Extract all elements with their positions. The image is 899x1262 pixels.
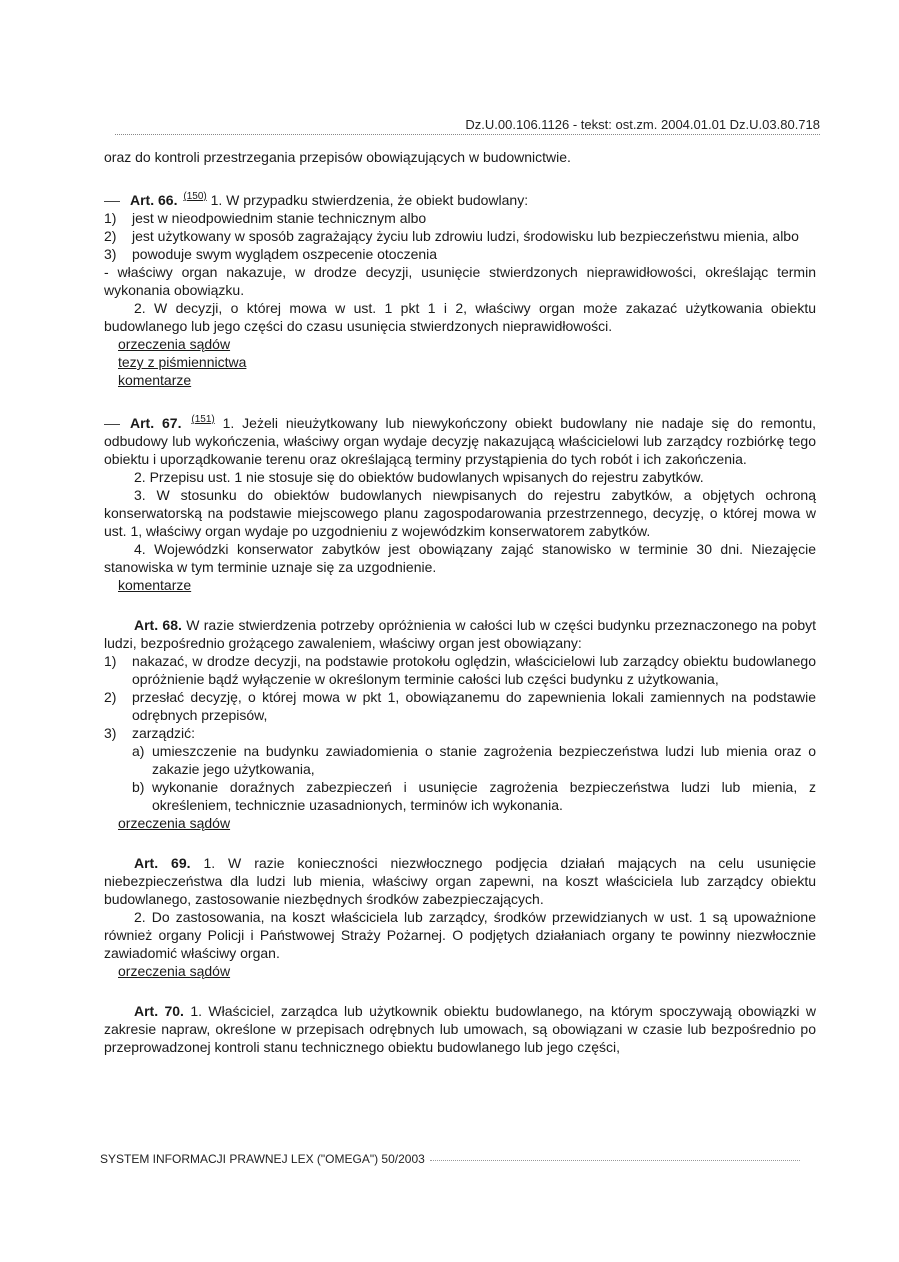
- court-rulings-link[interactable]: orzeczenia sądów: [118, 963, 231, 979]
- list-item: [104, 652, 816, 688]
- list-item: [104, 209, 816, 227]
- list-item-number: 2): [104, 689, 117, 705]
- article-69: [104, 854, 816, 980]
- article-67-label: Art. 67.: [130, 415, 182, 431]
- article-66-conclusion: - właściwy organ nakazuje, w drodze decyzji, usunięcie stwierdzonych nieprawidłowości, określając termin wykonania obowiązku.: [104, 264, 816, 298]
- intro-text: oraz do kontroli przestrzegania przepisów obowiązujących w budownictwie.: [104, 149, 571, 165]
- sub-list-item-text: umieszczenie na budynku zawiadomienia o stanie zagrożenia bezpieczeństwa ludzi lub mienia oraz o zakazie jego użytkowania,: [152, 743, 816, 777]
- change-marker: [104, 201, 120, 202]
- article-69-paragraph-1: 1. W razie konieczności niezwłocznego podjęcia działań mających na celu usunięcie niebezpieczeństwa dla ludzi lub mienia, właściwy organ zapewni, na koszt właściciela lub zarządcy obiektu budowlanego, zastosowanie niezbędnych środków zabezpieczających.: [104, 855, 817, 907]
- article-68-label: Art. 68.: [134, 617, 182, 633]
- article-69-label: Art. 69.: [134, 855, 191, 871]
- sub-list-item-letter: b): [132, 779, 145, 795]
- list-item-text: jest użytkowany w sposób zagrażający życiu lub zdrowiu ludzi, środowisku lub bezpieczeństwu mienia, albo: [132, 228, 799, 244]
- article-67-paragraph-1: 1. Jeżeli nieużytkowany lub niewykończony obiekt budowlany nie nadaje się do remontu, odbudowy lub wykończenia, właściwy organ wydaje decyzję nakazującą właścicielowi lub zarządcy rozbiórkę tego obiektu i uporządkowanie terenu oraz określającą terminy przystąpienia do tych robót i ich zakończenia.: [104, 415, 816, 467]
- commentaries-link[interactable]: komentarze: [118, 577, 192, 593]
- list-item-text: jest w nieodpowiednim stanie technicznym albo: [132, 210, 427, 226]
- article-67: [104, 411, 816, 594]
- literature-theses-link[interactable]: tezy z piśmiennictwa: [118, 354, 247, 370]
- list-item-text: nakazać, w drodze decyzji, na podstawie protokołu oględzin, właścicielowi lub zarządcy obiektu budowlanego opróżnienie bądź wyłączenie w określonym terminie całości lub części budynku z użytkowania,: [132, 653, 816, 687]
- list-item-number: 2): [104, 228, 117, 244]
- document-body: [104, 148, 816, 1056]
- court-rulings-link[interactable]: orzeczenia sądów: [118, 815, 231, 831]
- court-rulings-link[interactable]: orzeczenia sądów: [118, 336, 231, 352]
- list-item: [104, 688, 816, 724]
- list-item: [104, 245, 816, 263]
- list-item-number: 1): [104, 653, 117, 669]
- list-item-number: 3): [104, 725, 117, 741]
- article-66-paragraph-2: 2. W decyzji, o której mowa w ust. 1 pkt 1 i 2, właściwy organ może zakazać użytkowania obiektu budowlanego lub jego części do czasu usunięcia stwierdzonych nieprawidłowości.: [104, 300, 816, 334]
- article-66-lead: 1. W przypadku stwierdzenia, że obiekt budowlany:: [210, 192, 529, 208]
- document-header: [115, 116, 820, 135]
- commentaries-link[interactable]: komentarze: [118, 372, 192, 388]
- article-69-paragraph-2: 2. Do zastosowania, na koszt właściciela lub zarządcy, środków przewidzianych w ust. 1 są upoważnione również organy Policji i Państwowej Straży Pożarnej. O podjętych działaniach organy te powinny niezwłocznie zawiadomić właściwy organ.: [104, 909, 816, 961]
- header-reference: Dz.U.00.106.1126 - tekst: ost.zm. 2004.01.01 Dz.U.03.80.718: [465, 117, 820, 132]
- sub-list-item: [104, 778, 816, 814]
- article-66: [104, 188, 816, 389]
- article-70: [104, 1002, 816, 1056]
- list-item-number: 1): [104, 210, 117, 226]
- document-footer: [100, 1152, 800, 1166]
- list-item-text: przesłać decyzję, o której mowa w pkt 1, obowiązanemu do zapewnienia lokali zamiennych na podstawie odrębnych przepisów,: [132, 689, 816, 723]
- sub-list-item-text: wykonanie doraźnych zabezpieczeń i usunięcie zagrożenia bezpieczeństwa ludzi lub mienia, z określeniem, technicznie uzasadnionych, terminów ich wykonania.: [152, 779, 816, 813]
- list-item: [104, 227, 816, 245]
- sub-list-item: [104, 742, 816, 778]
- article-66-footnote-link[interactable]: (150): [183, 191, 207, 202]
- article-68: [104, 616, 816, 832]
- article-66-label: Art. 66.: [130, 192, 178, 208]
- list-item-text: zarządzić:: [132, 725, 196, 741]
- article-70-paragraph-1: 1. Właściciel, zarządca lub użytkownik obiektu budowlanego, na którym spoczywają obowiązki w zakresie napraw, określone w przepisach odrębnych lub umowach, są obowiązani w czasie lub bezpośrednio po przeprowadzonej kontroli stanu technicznego obiektu budowlanego lub jego części,: [104, 1003, 817, 1055]
- article-70-label: Art. 70.: [134, 1003, 184, 1019]
- article-68-lead: W razie stwierdzenia potrzeby opróżnienia w całości lub w części budynku przeznaczonego na pobyt ludzi, bezpośrednio grożącego zawaleniem, właściwy organ jest obowiązany:: [104, 617, 816, 651]
- article-67-paragraph-3: 3. W stosunku do obiektów budowlanych niewpisanych do rejestru zabytków, a objętych ochroną konserwatorską na podstawie miejscowego planu zagospodarowania przestrzennego, decyzję, o której mowa w ust. 1, właściwy organ wydaje po uzgodnieniu z wojewódzkim konserwatorem zabytków.: [104, 487, 816, 539]
- list-item-text: powoduje swym wyglądem oszpecenie otoczenia: [132, 246, 438, 262]
- footer-source: SYSTEM INFORMACJI PRAWNEJ LEX ("OMEGA") 50/2003: [100, 1152, 425, 1166]
- sub-list-item-letter: a): [132, 743, 145, 759]
- list-item: [104, 724, 816, 742]
- article-67-footnote-link[interactable]: (151): [191, 414, 215, 425]
- article-67-paragraph-4: 4. Wojewódzki konserwator zabytków jest obowiązany zająć stanowisko w terminie 30 dni. Niezajęcie stanowiska w tym terminie uznaje się za uzgodnienie.: [104, 541, 816, 575]
- article-67-paragraph-2: 2. Przepisu ust. 1 nie stosuje się do obiektów budowlanych wpisanych do rejestru zabytków.: [134, 469, 704, 485]
- list-item-number: 3): [104, 246, 117, 262]
- change-marker: [104, 424, 120, 425]
